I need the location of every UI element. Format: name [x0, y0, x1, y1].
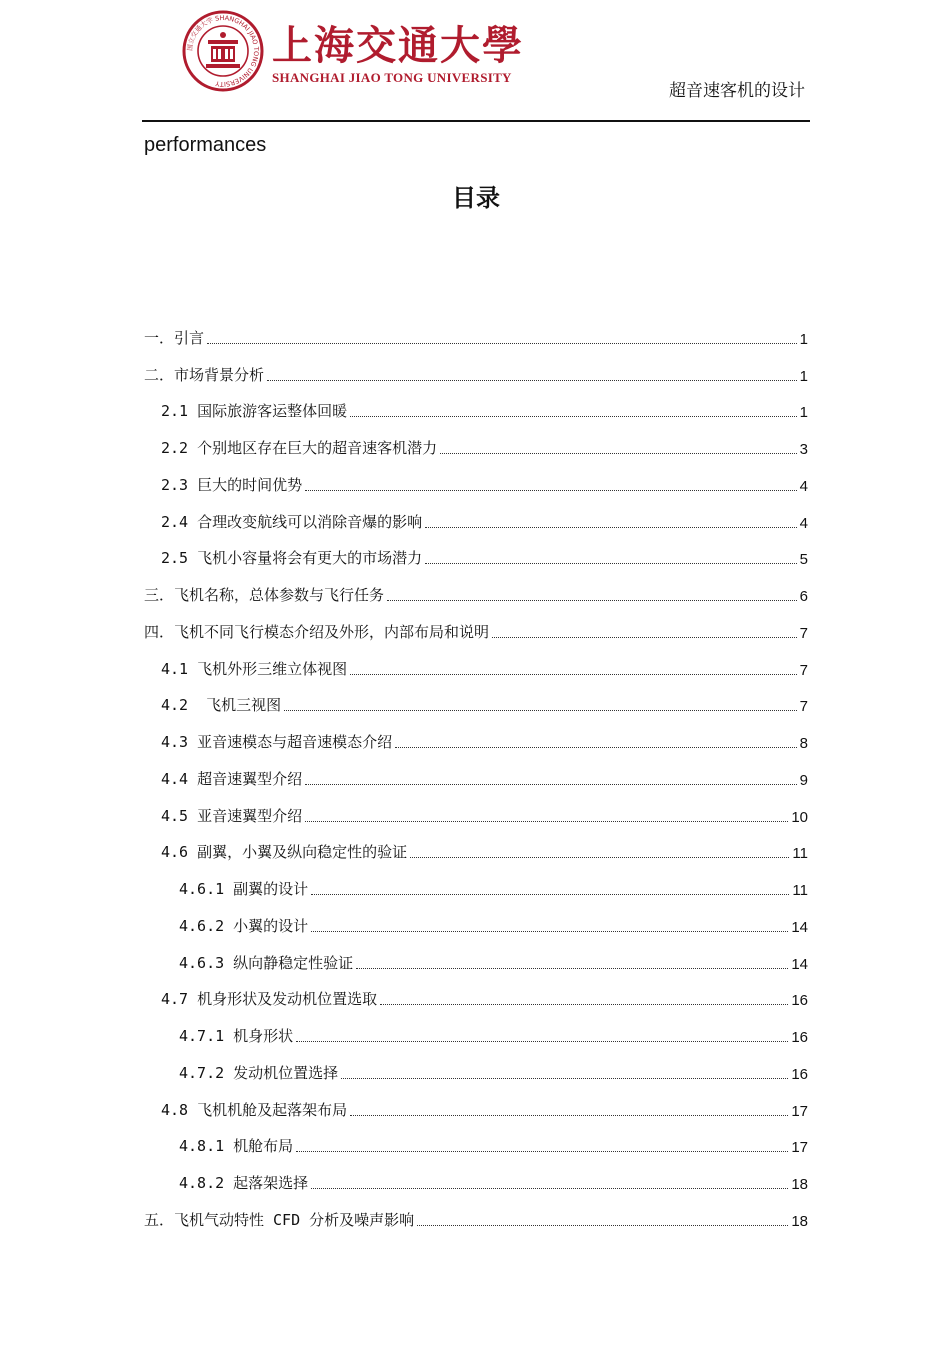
toc-dot-leader: [284, 710, 797, 711]
university-name-en: SHANGHAI JIAO TONG UNIVERSITY: [272, 70, 512, 85]
toc-entry-page-number: 16: [791, 992, 808, 1010]
toc-entry[interactable]: [144, 348, 808, 385]
toc-entry-label: 4.3 亚音速模态与超音速模态介绍: [161, 733, 393, 751]
toc-entry[interactable]: [144, 532, 808, 569]
toc-entry[interactable]: [144, 385, 808, 422]
carryover-text: performances: [144, 134, 267, 156]
toc-entry-label: 4.8.2 起落架选择: [179, 1174, 309, 1192]
header-divider: [142, 120, 810, 122]
toc-entry-page-number: 8: [799, 735, 808, 752]
toc-entry-page-number: 18: [791, 1176, 808, 1193]
toc-entry[interactable]: [144, 458, 808, 495]
toc-entry-label: 4.8.1 机舱布局: [179, 1137, 294, 1156]
toc-entry[interactable]: [144, 973, 808, 1010]
toc-entry-page-number: 5: [799, 551, 808, 569]
toc-entry-page-number: 6: [799, 588, 808, 605]
toc-dot-leader: [387, 600, 797, 601]
toc-entry[interactable]: [144, 936, 808, 973]
toc-entry-page-number: 10: [791, 808, 808, 826]
toc-entry[interactable]: [144, 1120, 808, 1157]
toc-entry-label: 4.1 飞机外形三维立体视图: [161, 659, 348, 678]
toc-entry[interactable]: [144, 1156, 808, 1193]
toc-dot-leader: [380, 1004, 788, 1005]
table-of-contents: [144, 311, 808, 1230]
toc-entry-label: 2.5 飞机小容量将会有更大的市场潜力: [161, 549, 423, 568]
toc-dot-leader: [410, 857, 789, 858]
toc-entry[interactable]: [144, 495, 808, 532]
toc-entry-label: 4.6.1 副翼的设计: [179, 880, 309, 898]
toc-entry-label: 4.5 亚音速翼型介绍: [161, 806, 303, 825]
toc-entry[interactable]: [144, 421, 808, 458]
toc-heading: 目录: [452, 184, 500, 212]
toc-entry[interactable]: [144, 862, 808, 899]
toc-entry[interactable]: [144, 1083, 808, 1120]
toc-entry-page-number: 16: [791, 1065, 808, 1083]
toc-entry-label: 4.2 飞机三视图: [161, 696, 282, 715]
toc-dot-leader: [296, 1041, 788, 1042]
toc-entry-page-number: 14: [791, 918, 808, 936]
toc-entry-label: 五．飞机气动特性 CFD 分析及噪声影响: [144, 1210, 415, 1229]
toc-dot-leader: [296, 1151, 788, 1152]
toc-entry-label: 4.7.1 机身形状: [179, 1027, 294, 1045]
toc-dot-leader: [267, 380, 797, 381]
toc-entry-label: 4.7 机身形状及发动机位置选取: [161, 990, 378, 1009]
university-name-cn: 上海交通大學: [272, 22, 524, 69]
toc-entry[interactable]: [144, 311, 808, 348]
toc-entry[interactable]: [144, 1009, 808, 1046]
toc-entry[interactable]: [144, 1193, 808, 1230]
toc-entry-label: 2.1 国际旅游客运整体回暖: [161, 402, 348, 421]
toc-dot-leader: [341, 1078, 788, 1079]
toc-entry-page-number: 16: [791, 1029, 808, 1046]
toc-dot-leader: [305, 821, 788, 822]
toc-entry-page-number: 4: [799, 477, 808, 495]
toc-entry-page-number: 17: [791, 1102, 808, 1120]
toc-dot-leader: [440, 453, 797, 454]
toc-entry[interactable]: [144, 826, 808, 863]
toc-entry-page-number: 11: [792, 845, 808, 863]
toc-dot-leader: [350, 416, 797, 417]
toc-entry-label: 二．市场背景分析: [144, 365, 265, 384]
toc-dot-leader: [350, 1115, 788, 1116]
toc-dot-leader: [417, 1225, 788, 1226]
toc-entry-label: 2.3 巨大的时间优势: [161, 475, 303, 494]
toc-entry-label: 4.8 飞机机舱及起落架布局: [161, 1100, 348, 1119]
toc-entry-page-number: 18: [791, 1212, 808, 1230]
toc-entry[interactable]: [144, 642, 808, 679]
toc-entry-page-number: 17: [791, 1139, 808, 1157]
toc-dot-leader: [207, 343, 797, 344]
toc-entry-label: 2.4 合理改变航线可以消除音爆的影响: [161, 512, 423, 531]
toc-dot-leader: [350, 674, 797, 675]
toc-entry[interactable]: [144, 899, 808, 936]
toc-entry-page-number: 11: [792, 882, 808, 899]
toc-dot-leader: [492, 637, 797, 638]
toc-dot-leader: [395, 747, 797, 748]
toc-entry-page-number: 14: [791, 955, 808, 973]
toc-entry-page-number: 1: [799, 330, 808, 348]
toc-entry-label: 三．飞机名称，总体参数与飞行任务: [144, 586, 385, 604]
toc-dot-leader: [311, 931, 788, 932]
toc-entry-page-number: 1: [799, 367, 808, 385]
toc-entry-label: 4.6 副翼，小翼及纵向稳定性的验证: [161, 843, 408, 862]
toc-entry-page-number: 3: [799, 441, 808, 458]
toc-entry-label: 4.4 超音速翼型介绍: [161, 769, 303, 788]
toc-entry-page-number: 7: [799, 624, 808, 642]
toc-entry[interactable]: [144, 715, 808, 752]
toc-entry[interactable]: [144, 679, 808, 716]
toc-entry-label: 2.2 个别地区存在巨大的超音速客机潜力: [161, 439, 438, 457]
toc-dot-leader: [305, 784, 797, 785]
toc-entry-label: 4.7.2 发动机位置选择: [179, 1063, 339, 1082]
toc-dot-leader: [425, 527, 797, 528]
toc-entry[interactable]: [144, 568, 808, 605]
seal-ring-text: 国立交通大学 SHANGHAI JIAO TONG UNIVERSITY: [185, 13, 261, 89]
toc-entry-label: 4.6.2 小翼的设计: [179, 916, 309, 935]
toc-entry[interactable]: [144, 1046, 808, 1083]
toc-dot-leader: [311, 894, 789, 895]
university-seal-icon: [182, 10, 264, 92]
toc-dot-leader: [356, 968, 788, 969]
toc-entry[interactable]: [144, 605, 808, 642]
toc-dot-leader: [305, 490, 797, 491]
toc-entry-label: 四．飞机不同飞行模态介绍及外形，内部布局和说明: [144, 622, 490, 641]
toc-entry-page-number: 7: [799, 661, 808, 679]
toc-dot-leader: [425, 563, 797, 564]
toc-entry-label: 一．引言: [144, 328, 205, 347]
university-logo: [182, 10, 524, 92]
toc-entry-page-number: 4: [799, 514, 808, 532]
toc-entry[interactable]: [144, 789, 808, 826]
toc-entry-page-number: 1: [799, 404, 808, 422]
toc-entry-page-number: 7: [799, 698, 808, 716]
toc-entry-page-number: 9: [799, 771, 808, 789]
toc-entry[interactable]: [144, 752, 808, 789]
toc-entry-label: 4.6.3 纵向静稳定性验证: [179, 953, 354, 972]
running-header-title: 超音速客机的设计: [669, 81, 805, 101]
toc-dot-leader: [311, 1188, 788, 1189]
